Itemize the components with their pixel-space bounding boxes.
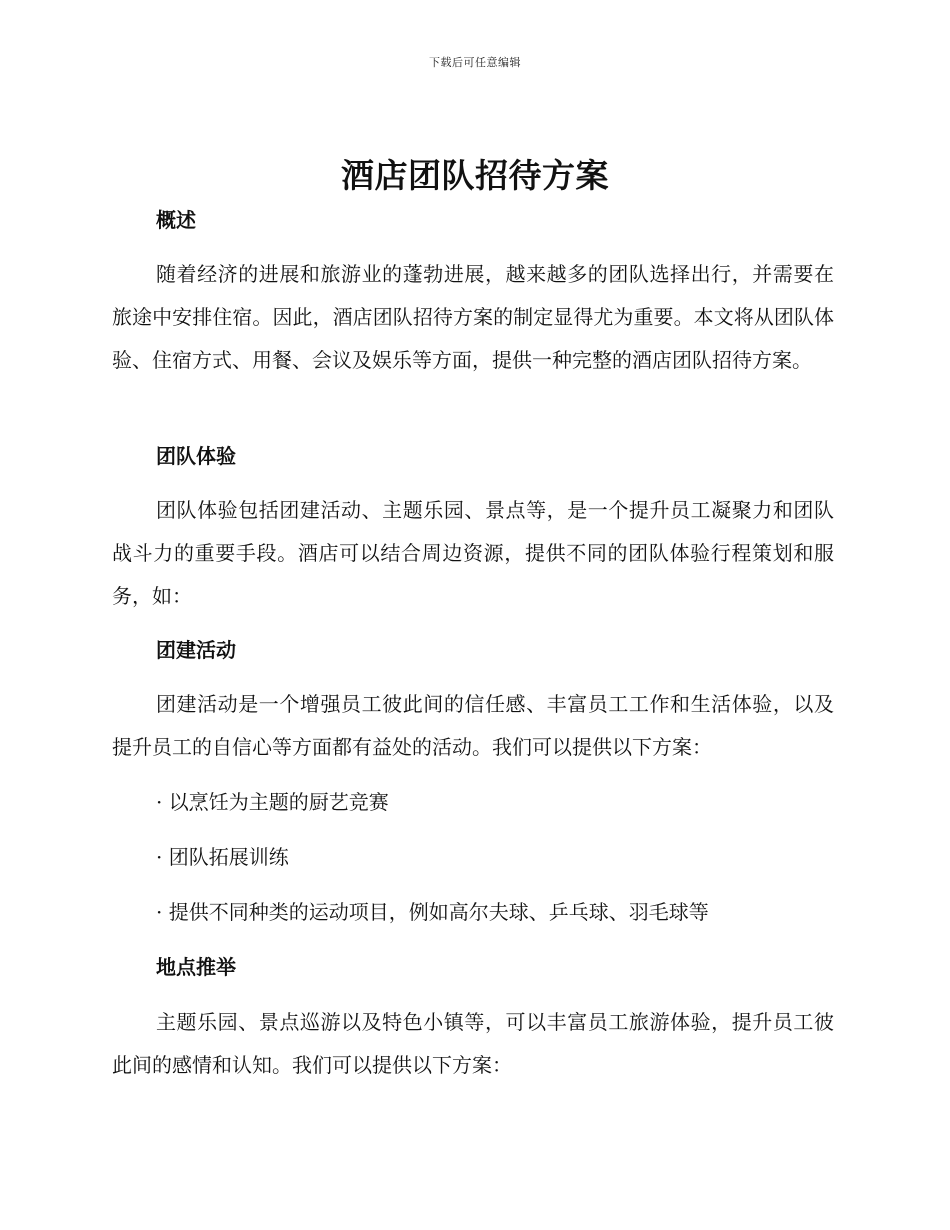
bullet-item-sports: · 提供不同种类的运动项目，例如高尔夫球、乒乓球、羽毛球等 xyxy=(156,900,709,924)
paragraph-locations: 主题乐园、景点巡游以及特色小镇等，可以丰富员工旅游体验，提升员工彼此间的感情和认知。我们可以提供以下方案： xyxy=(112,1010,834,1077)
bullet-item-cooking: · 以烹饪为主题的厨艺竞赛 xyxy=(156,790,389,814)
bullet-item-training: · 团队拓展训练 xyxy=(156,845,289,869)
document-title: 酒店团队招待方案 xyxy=(341,156,609,195)
header-note: 下载后可任意编辑 xyxy=(429,56,521,69)
paragraph-team-experience: 团队体验包括团建活动、主题乐园、景点等，是一个提升员工凝聚力和团队战斗力的重要手段。酒店可以结合周边资源，提供不同的团队体验行程策划和服务，如： xyxy=(112,498,834,608)
section-heading-team-experience: 团队体验 xyxy=(156,444,236,468)
section-heading-team-building: 团建活动 xyxy=(156,638,236,662)
section-heading-locations: 地点推举 xyxy=(156,955,236,979)
section-heading-overview: 概述 xyxy=(156,208,196,232)
paragraph-team-building: 团建活动是一个增强员工彼此间的信任感、丰富员工工作和生活体验，以及提升员工的自信心等方面都有益处的活动。我们可以提供以下方案： xyxy=(112,692,834,759)
paragraph-overview: 随着经济的进展和旅游业的蓬勃进展，越来越多的团队选择出行，并需要在旅途中安排住宿。因此，酒店团队招待方案的制定显得尤为重要。本文将从团队体验、住宿方式、用餐、会议及娱乐等方面，提供一种完整的酒店团队招待方案。 xyxy=(112,262,834,372)
